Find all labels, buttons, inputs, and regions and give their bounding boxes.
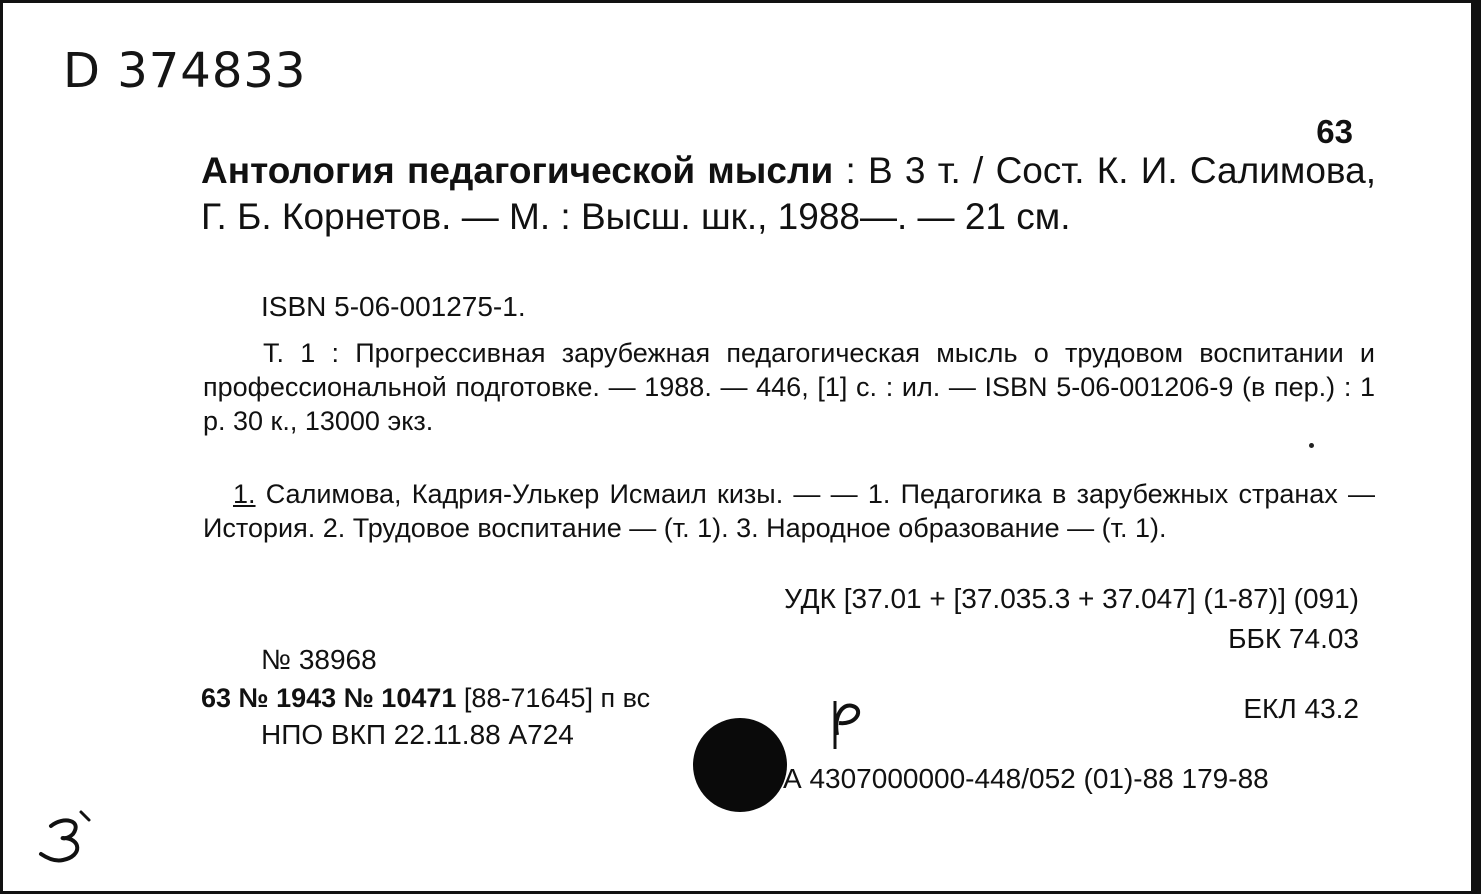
stray-dot bbox=[1309, 443, 1314, 448]
inventory-number: D 374833 bbox=[63, 43, 307, 99]
title-block bbox=[201, 148, 1376, 240]
volume-description: Т. 1 : Прогрессивная зарубежная педагогическая мысль о трудовом воспитании и профессиональной подготовке. — 1988. — 446, [1] с. : ил. — ISBN 5-06-001206-9 (в пер.) : 1 р. 30 к., 13000 экз. bbox=[203, 338, 1375, 436]
title-details: : В 3 т. / Сост. К. И. Салимова, Г. Б. Корнетов. — М. : Высш. шк., 1988—. — 21 см. bbox=[201, 150, 1376, 237]
order-numbers: 63 № 1943 № 10471 bbox=[201, 683, 457, 713]
handwritten-numeral-icon bbox=[33, 808, 103, 868]
udk-code: УДК [37.01 + [37.035.3 + 37.047] (1-87)] (091) bbox=[784, 583, 1359, 614]
record-number: № 38968 bbox=[261, 644, 377, 675]
handwritten-mark-icon bbox=[815, 693, 875, 753]
publisher-code: А 4307000000-448/052 (01)-88 179-88 bbox=[783, 763, 1269, 794]
order-line bbox=[201, 683, 650, 714]
npo-line: НПО ВКП 22.11.88 А724 bbox=[261, 719, 574, 750]
isbn: ISBN 5-06-001275-1. bbox=[261, 291, 526, 322]
subject-headings bbox=[203, 477, 1375, 545]
subject-number: 1. bbox=[233, 479, 256, 509]
bbk-code: ББК 74.03 bbox=[1228, 623, 1359, 654]
book-title: Антология педагогической мысли bbox=[201, 150, 834, 191]
punch-hole bbox=[693, 718, 787, 812]
subject-text: Салимова, Кадрия-Улькер Исмаил кизы. — — 1. Педагогика в зарубежных странах — История. 2. Трудовое воспитание — (т. 1). 3. Народное образование — (т. 1). bbox=[203, 479, 1375, 543]
ekl-code: ЕКЛ 43.2 bbox=[1243, 693, 1359, 724]
order-details: [88-71645] п вс bbox=[456, 683, 651, 713]
class-number: 63 bbox=[1316, 113, 1353, 150]
